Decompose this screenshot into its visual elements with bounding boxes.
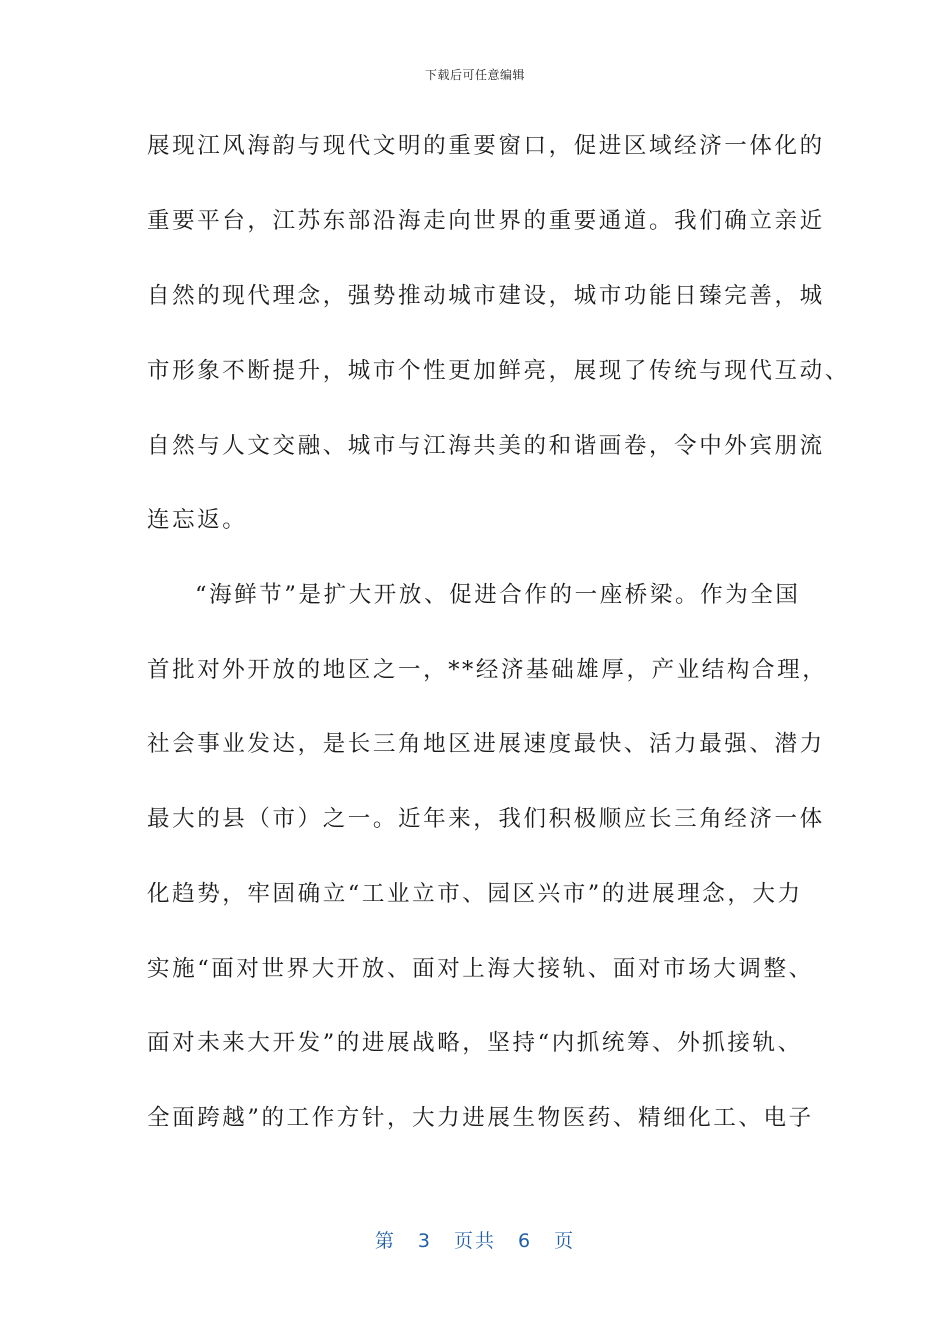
page-footer: [0, 1226, 950, 1253]
total-page-number: 6: [518, 1230, 533, 1252]
text-line: 连忘返。: [147, 507, 248, 533]
text-line: 重要平台，江苏东部沿海走向世界的重要通道。我们确立亲近: [147, 208, 825, 234]
footer-prefix: 第: [374, 1230, 396, 1252]
text-line: 社会事业发达，是长三角地区进展速度最快、活力最强、潜力: [147, 731, 825, 757]
footer-middle: 页共: [453, 1230, 496, 1252]
text-line: 全面跨越”的工作方针，大力进展生物医药、精细化工、电子: [147, 1105, 814, 1131]
text-line: 自然与人文交融、城市与江海共美的和谐画卷，令中外宾朋流: [147, 433, 825, 459]
text-line: 实施“面对世界大开放、面对上海大接轨、面对市场大调整、: [147, 956, 814, 982]
current-page-number: 3: [417, 1230, 432, 1252]
text-line: 化趋势，牢固确立“工业立市、园区兴市”的进展理念，大力: [147, 881, 803, 907]
paragraph-first-line: “海鲜节”是扩大开放、促进合作的一座桥梁。作为全国: [195, 582, 801, 608]
text-line: 面对未来大开发”的进展战略，坚持“内抓统筹、外抓接轨、: [147, 1030, 803, 1056]
text-line: 首批对外开放的地区之一，**经济基础雄厚，产业结构合理，: [147, 657, 828, 683]
text-line: 最大的县（市）之一。近年来，我们积极顺应长三角经济一体: [147, 806, 825, 832]
footer-suffix: 页: [554, 1230, 576, 1252]
text-line: 展现江风海韵与现代文明的重要窗口，促进区域经济一体化的: [147, 133, 825, 159]
text-line: 自然的现代理念，强势推动城市建设，城市功能日臻完善，城: [147, 283, 825, 309]
text-line: 市形象不断提升，城市个性更加鲜亮，展现了传统与现代互动、: [147, 358, 850, 384]
header-note: 下载后可任意编辑: [424, 68, 525, 82]
